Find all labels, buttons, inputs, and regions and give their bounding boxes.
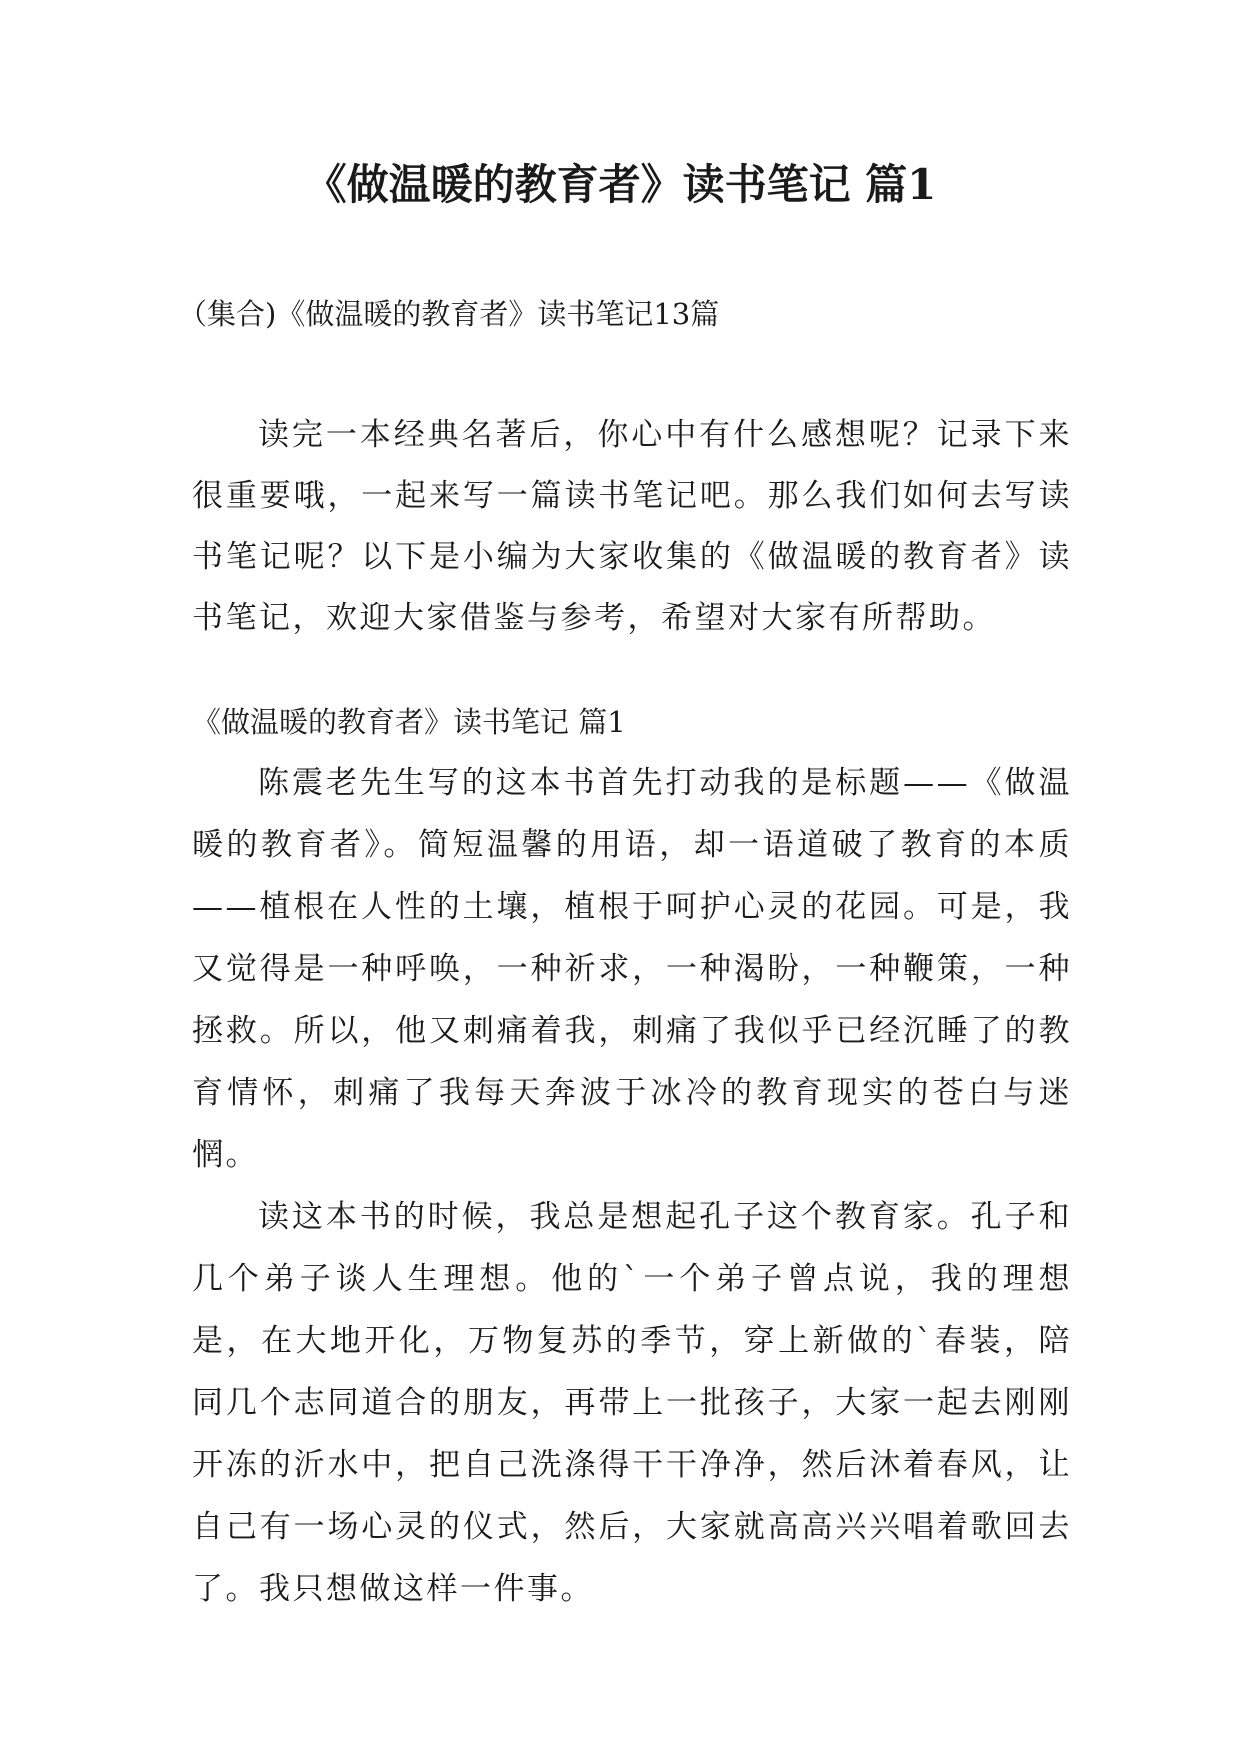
section-body: [192, 752, 1072, 1620]
section-heading: 《做温暖的教育者》读书笔记 篇1: [192, 705, 626, 739]
document-subtitle: （集合)《做温暖的教育者》读书笔记13篇: [178, 297, 720, 331]
intro-paragraph: 读完一本经典名著后，你心中有什么感想呢？记录下来很重要哦，一起来写一篇读书笔记吧。那么我们如何去写读书笔记呢？以下是小编为大家收集的《做温暖的教育者》读书笔记，欢迎大家借鉴与参考，希望对大家有所帮助。: [192, 417, 1072, 636]
document-title: 《做温暖的教育者》读书笔记 篇1: [304, 160, 937, 209]
body-paragraph-2: 读这本书的时候，我总是想起孔子这个教育家。孔子和几个弟子谈人生理想。他的`一个弟子曾点说，我的理想是，在大地开化，万物复苏的季节，穿上新做的`春装，陪同几个志同道合的朋友，再带上一批孩子，大家一起去刚刚开冻的沂水中，把自己洗涤得干干净净，然后沐着春风，让自己有一场心灵的仪式，然后，大家就高高兴兴唱着歌回去了。我只想做这样一件事。: [192, 1199, 1072, 1607]
body-paragraph-1: 陈震老先生写的这本书首先打动我的是标题——《做温暖的教育者》。简短温馨的用语，却一语道破了教育的本质——植根在人性的土壤，植根于呵护心灵的花园。可是，我又觉得是一种呼唤，一种祈求，一种渴盼，一种鞭策，一种拯救。所以，他又刺痛着我，刺痛了我似乎已经沉睡了的教育情怀，刺痛了我每天奔波于冰冷的教育现实的苍白与迷惘。: [192, 765, 1072, 1173]
